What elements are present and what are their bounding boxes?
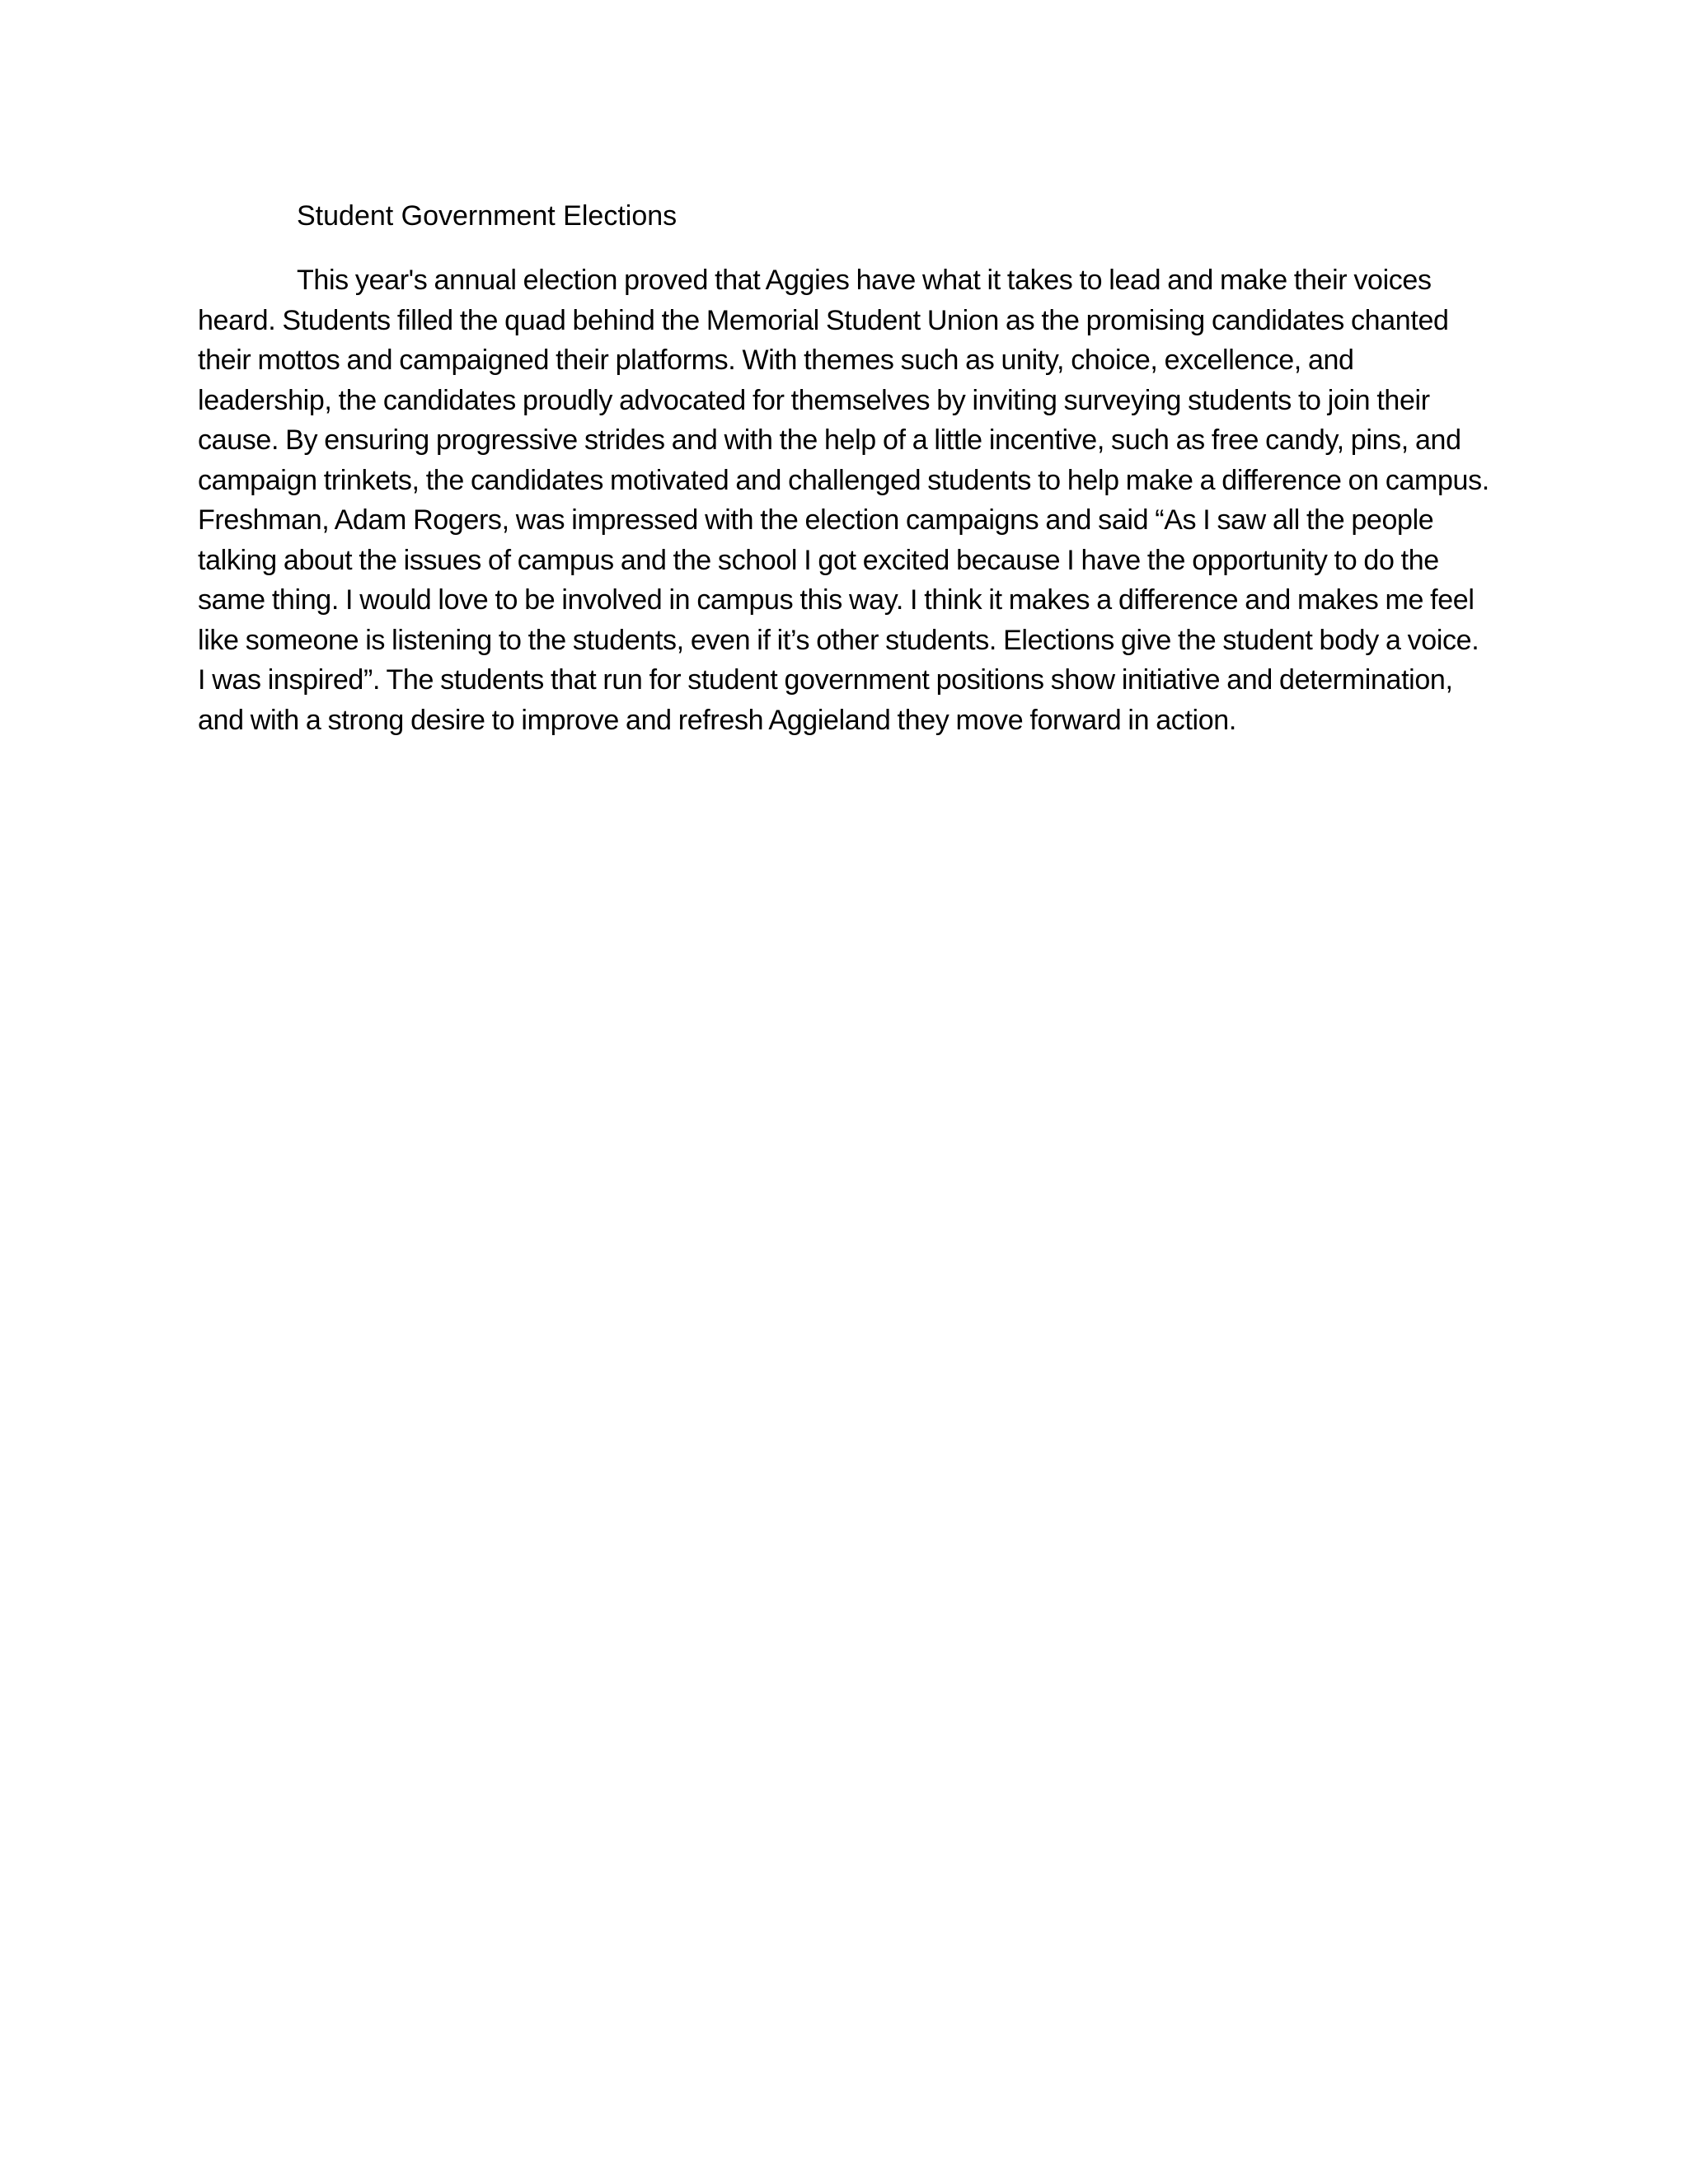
document-content bbox=[198, 196, 1490, 740]
document-title: Student Government Elections bbox=[297, 200, 678, 232]
document-body-paragraph: This year's annual election proved that Aggies have what it takes to lead and make their voices heard. Students filled the quad behind the Memorial Student Union as the promising candidates chanted their mottos and campaigned their platforms. With themes such as unity, choice, excellence, and leadership, the candidates proudly advocated for themselves by inviting surveying students to join their cause. By ensuring progressive strides and with the help of a little incentive, such as free candy, pins, and campaign trinkets, the candidates motivated and challenged students to help make a difference on campus. Freshman, Adam Rogers, was impressed with the election campaigns and said “As I saw all the people talking about the issues of campus and the school I got excited because I have the opportunity to do the same thing. I would love to be involved in campus this way. I think it makes a difference and makes me feel like someone is listening to the students, even if it’s other students. Elections give the student body a voice. I was inspired”. The students that run for student government positions show initiative and determination, and with a strong desire to improve and refresh Aggieland they move forward in action. bbox=[198, 265, 1489, 736]
